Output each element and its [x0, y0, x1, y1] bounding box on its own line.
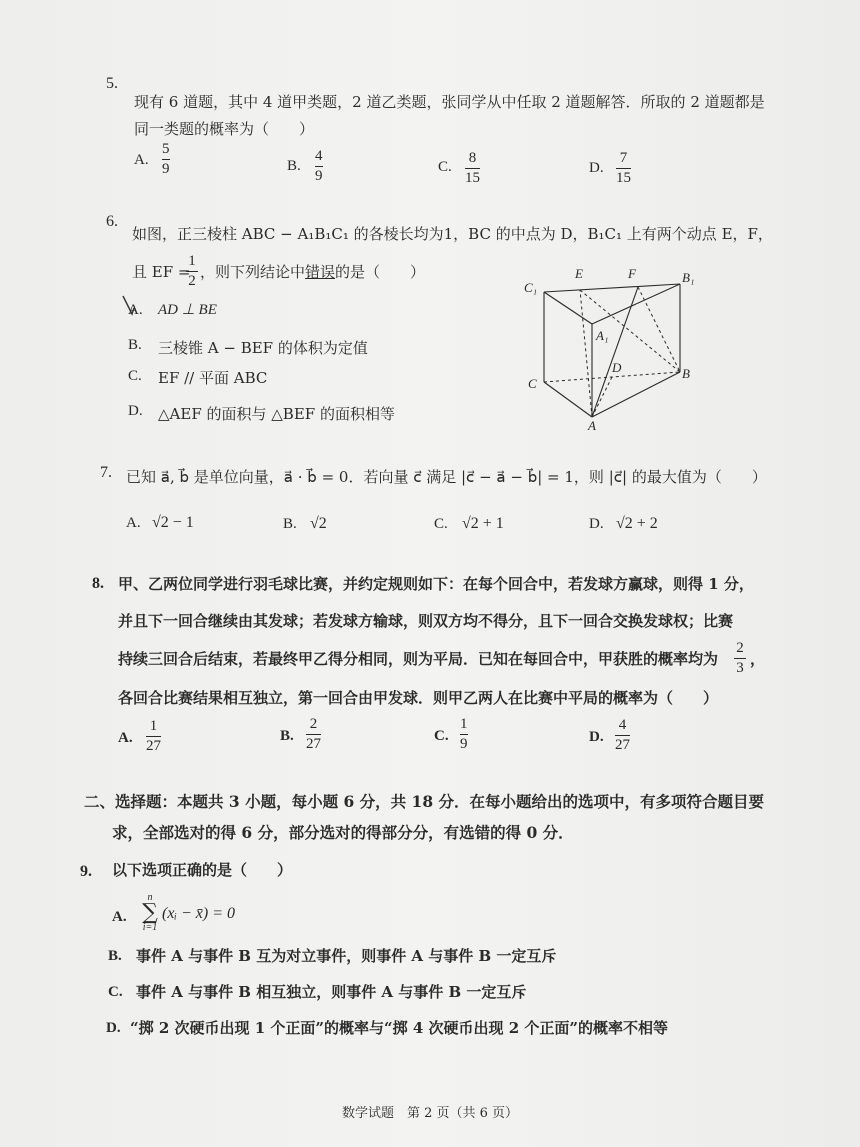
edge-f-b-hidden	[638, 287, 680, 372]
label-a: A	[588, 418, 596, 432]
q9-option-c-label: C.	[108, 984, 123, 1000]
q5-option-b-label: B.	[287, 158, 301, 174]
q7-option-b-label: B.	[283, 516, 297, 532]
q5-option-b-fraction: 4 9	[315, 148, 323, 184]
edge-c-a	[544, 382, 592, 417]
edge-e-b-hidden	[580, 290, 680, 372]
q6-number: 6.	[106, 213, 118, 230]
q7-stem: 已知 a⃗, b⃗ 是单位向量，a⃗ · b⃗ = 0．若向量 c⃗ 满足 |c⃗ − a⃗ − b⃗| = 1，则 |c⃗| 的最大值为（ ）	[126, 468, 767, 486]
edge-d-a-hidden	[592, 377, 612, 417]
label-b: B	[682, 366, 690, 381]
q6-stem-line2-post: ，则下列结论中错误的是（ ）	[200, 263, 426, 281]
q8-stem-line4: 各回合比赛结果相互独立，第一回合由甲发球．则甲乙两人在比赛中平局的概率为（ ）	[118, 689, 719, 707]
q8-stem-line2: 并且下一回合继续由其发球；若发球方输球，则双方均不得分，且下一回合交换发球权；比赛	[118, 612, 734, 630]
section2-heading-line1: 二、选择题：本题共 3 小题，每小题 6 分，共 18 分．在每小题给出的选项中，有多项符合题目要	[84, 792, 765, 811]
checkmark-icon	[120, 292, 142, 320]
label-c1: C₁	[524, 280, 538, 295]
q6-option-d-text: △AEF 的面积与 △BEF 的面积相等	[158, 405, 395, 423]
q6-stem-fraction: 1 2	[186, 253, 198, 290]
q6-stem-line1: 如图，正三棱柱 ABC − A₁B₁C₁ 的各棱长均为1，BC 的中点为 D，B₁C₁ 上有两个动点 E，F，	[132, 225, 773, 243]
q8-option-a-fraction: 1 27	[146, 718, 161, 754]
q8-number: 8.	[92, 575, 104, 592]
q7-option-d-text: √2 + 2	[616, 515, 658, 532]
q9-option-b-text: 事件 A 与事件 B 互为对立事件，则事件 A 与事件 B 一定互斥	[136, 947, 557, 965]
label-f: F	[628, 266, 636, 281]
q8-option-c-fraction: 1 9	[460, 716, 468, 752]
q6-option-c-text: EF // 平面 ABC	[158, 369, 268, 387]
label-a1: A₁	[596, 328, 609, 343]
q9-option-a-sum: n ∑ i=1	[140, 893, 160, 933]
q6-stem-line2-pre: 且 EF =	[132, 263, 191, 281]
q5-option-d-fraction: 7 15	[616, 150, 631, 186]
q8-stem-line3: 持续三回合后结束，若最终甲乙得分相同，则为平局．已知在每回合中，甲获胜的概率均为	[118, 650, 719, 668]
q8-option-b-label: B.	[280, 728, 294, 744]
q6-option-d-label: D.	[128, 403, 143, 419]
q6-option-b-text: 三棱锥 A − BEF 的体积为定值	[158, 339, 368, 357]
q7-option-c-label: C.	[434, 516, 448, 532]
sigma-symbol: ∑	[142, 900, 158, 925]
q8-option-a-label: A.	[118, 730, 133, 746]
q6-option-c-label: C.	[128, 368, 142, 384]
label-d: D	[612, 360, 622, 375]
q5-option-c-fraction: 8 15	[465, 150, 480, 186]
edge-c1-b1	[544, 284, 680, 292]
q5-stem-line2: 同一类题的概率为（ ）	[134, 120, 315, 138]
q8-option-c-label: C.	[434, 728, 449, 744]
q5-number: 5.	[106, 75, 118, 92]
q8-stem-line1: 甲、乙两位同学进行羽毛球比赛，并约定规则如下：在每个回合中，若发球方赢球，则得 1 分，	[118, 575, 754, 593]
q7-option-a-text: √2 − 1	[152, 514, 194, 531]
q9-stem: 以下选项正确的是（ ）	[112, 861, 293, 879]
q5-option-a-label: A.	[134, 152, 149, 168]
prism-figure	[520, 262, 710, 432]
q8-option-b-fraction: 2 27	[306, 716, 321, 752]
q9-option-d-text: “掷 2 次硬币出现 1 个正面”的概率与“掷 4 次硬币出现 2 个正面”的概率不相等	[130, 1019, 669, 1037]
q8-stem-line3-end: ，	[750, 650, 766, 668]
q6-option-b-label: B.	[128, 337, 142, 353]
q5-stem-line1: 现有 6 道题，其中 4 道甲类题，2 道乙类题，张同学从中任取 2 道题解答．所取的 2 道题都是	[134, 93, 765, 111]
page-footer: 数学试题 第 2 页（共 6 页）	[341, 1106, 519, 1121]
q7-option-b-text: √2	[310, 515, 327, 532]
q8-probability-fraction: 2 3	[734, 640, 746, 677]
q7-number: 7.	[100, 464, 112, 481]
q9-option-b-label: B.	[108, 948, 122, 964]
q6-option-a-text: AD ⊥ BE	[158, 302, 217, 318]
q8-option-d-label: D.	[589, 729, 604, 745]
q6-option-a-label: A.	[128, 302, 143, 318]
section2-heading-line2: 求，全部选对的得 6 分，部分选对的得部分分，有选错的得 0 分．	[112, 823, 574, 842]
q5-option-a-fraction: 5 9	[162, 141, 170, 177]
q7-option-a-label: A.	[126, 515, 141, 531]
q9-option-d-label: D.	[106, 1020, 121, 1036]
q6-underlined-word: 错误	[305, 263, 336, 281]
q8-option-d-fraction: 4 27	[615, 717, 630, 753]
q7-option-d-label: D.	[589, 516, 604, 532]
edge-a1-b1	[592, 284, 680, 324]
q9-option-a-label: A.	[112, 909, 127, 925]
q5-option-d-label: D.	[589, 160, 604, 176]
edge-a-e-hidden	[580, 290, 592, 417]
label-c: C	[528, 376, 537, 391]
q9-number: 9.	[80, 863, 92, 880]
q5-option-c-label: C.	[438, 159, 452, 175]
edge-c1-a1	[544, 292, 592, 324]
q7-option-c-text: √2 + 1	[462, 515, 504, 532]
q9-option-c-text: 事件 A 与事件 B 相互独立，则事件 A 与事件 B 一定互斥	[136, 983, 527, 1001]
label-e: E	[575, 266, 583, 281]
q9-option-a-expr: (xᵢ − x̄) = 0	[162, 905, 235, 922]
label-b1: B₁	[682, 270, 695, 285]
